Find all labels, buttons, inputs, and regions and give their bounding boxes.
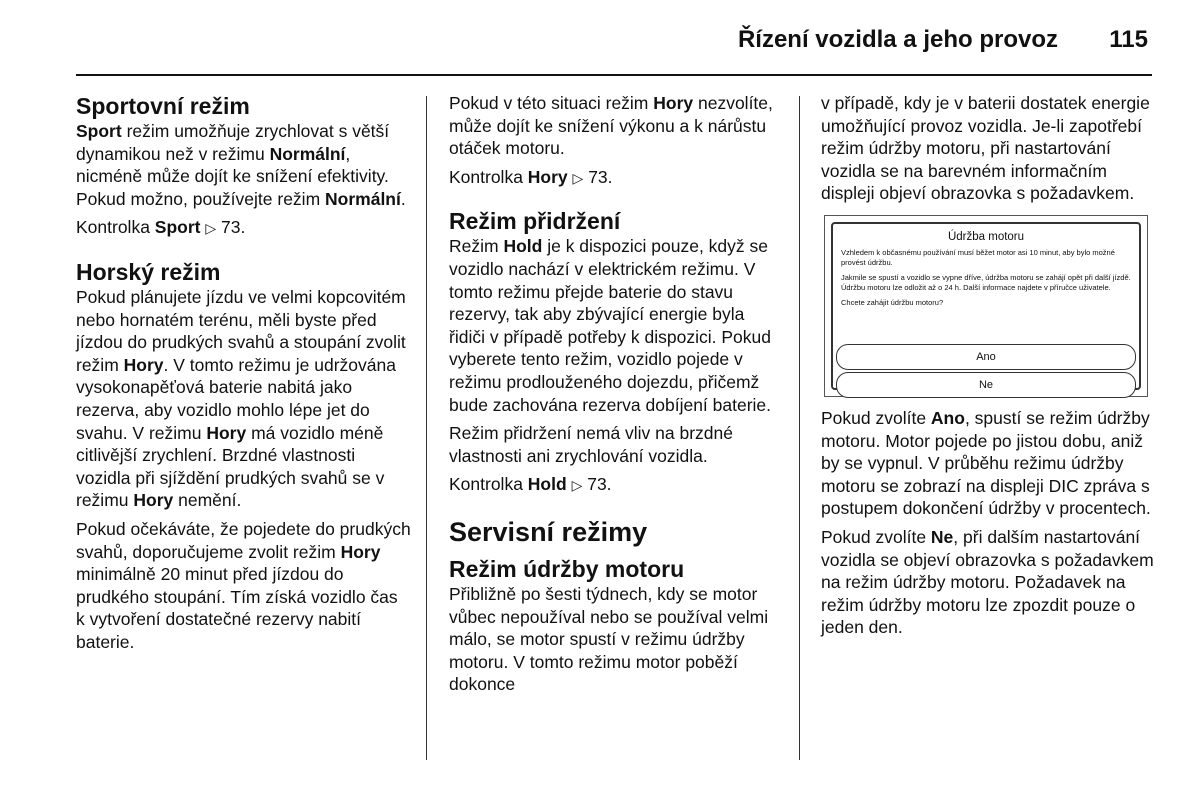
- display-no-button[interactable]: Ne: [836, 372, 1136, 398]
- bold-term: Normální: [325, 188, 401, 209]
- paragraph: v případě, kdy je v baterii dostatek energie umožňující provoz vozidla. Je-li zapotřebí režim údržby motoru, při nastartování vozidla se na barevném informačním displeji objeví obrazovka s požadavkem.: [821, 93, 1150, 204]
- display-question: Chcete zahájit údržbu motoru?: [841, 297, 944, 307]
- paragraph: [449, 235, 784, 416]
- text: Pokud plánujete jízdu ve velmi kopcovitém nebo hornatém terénu, měli byste před jízdou do prudkých svahů a stoupání zvolit režim: [76, 286, 406, 375]
- bold-term: Ano: [930, 407, 965, 428]
- page-reference[interactable]: 73.: [216, 217, 246, 238]
- paragraph: [76, 286, 411, 512]
- reference-arrow-icon: ▷: [205, 220, 217, 237]
- text: nezvolíte, může dojít ke snížení výkonu a k nárůstu otáček motoru.: [449, 93, 773, 159]
- text: nemění.: [173, 490, 242, 511]
- chapter-heading-servis: Servisní režimy: [449, 516, 648, 547]
- section-heading-hold: Režim přidržení: [449, 208, 621, 235]
- display-text: Vzhledem k občasnému používání musí běžet motor asi 10 minut, aby bylo možné provést údržbu.: [841, 247, 1115, 267]
- paragraph: [76, 120, 411, 210]
- text: má vozidlo méně citlivější zrychlení. Brzdné vlastnosti vozidla při sjíždění prudkých svahů se v režimu: [76, 422, 385, 511]
- text: Režim: [449, 236, 504, 257]
- bold-term: Hory: [340, 541, 381, 562]
- column-divider: [426, 96, 427, 760]
- bold-term: Ne: [930, 526, 954, 547]
- bold-term: Normální: [269, 143, 346, 164]
- paragraph: [821, 407, 1156, 520]
- paragraph: Přibližně po šesti týdnech, kdy se motor vůbec nepoužíval nebo se používal velmi málo, se motor spustí v režimu údržby motoru. V tomto režimu motor poběží dokonce: [449, 583, 769, 695]
- text: Pokud zvolíte: [821, 407, 931, 428]
- display-yes-button[interactable]: Ano: [836, 344, 1136, 370]
- display-screenshot: [824, 215, 1148, 397]
- bold-term: Hory: [206, 422, 247, 443]
- text: .: [400, 188, 406, 209]
- paragraph: [76, 518, 411, 654]
- reference-line: [449, 473, 784, 497]
- page-header-title: Řízení vozidla a jeho provoz: [737, 26, 1058, 53]
- text: , nicméně může dojít ke snížení efektivity. Pokud možno, používejte režim: [76, 143, 389, 209]
- column-2: [449, 92, 784, 702]
- text: . V tomto režimu je udržována vysokonapěťová baterie nabitá jako rezerva, aby vozidlo mohlo lépe jet do svahu. V režimu: [76, 354, 396, 443]
- page-number: 115: [1109, 26, 1148, 53]
- reference-line: [449, 166, 784, 190]
- text: minimálně 20 minut před jízdou do prudkého stoupání. Tím získá vozidlo čas k vytvoření dostatečné rezervy nabití baterie.: [76, 564, 398, 652]
- text: Kontrolka: [449, 474, 528, 495]
- column-1: [76, 92, 411, 659]
- display-frame: [831, 222, 1141, 390]
- bold-term: Hory: [653, 93, 694, 113]
- display-message: [841, 248, 1131, 308]
- bold-term: Hold: [503, 236, 543, 257]
- paragraph: [821, 526, 1156, 639]
- display-text: Jakmile se spustí a vozidlo se vypne dříve, údržba motoru se zahájí opět při další jízdě. Údržbu motoru lze odložit až o 24 h. Další informace najdete v příručce uživatele.: [841, 272, 1131, 292]
- section-heading-hory: Horský režim: [76, 258, 221, 285]
- column-divider: [799, 96, 800, 760]
- text: režim umožňuje zrychlovat s větší dynamikou než v režimu: [76, 121, 390, 164]
- bold-term: Hory: [527, 166, 568, 187]
- reference-arrow-icon: ▷: [572, 169, 584, 186]
- header-divider: [76, 74, 1152, 76]
- page-reference[interactable]: 73.: [583, 166, 613, 187]
- bold-term: Hold: [527, 474, 567, 495]
- section-heading-udrzba: Režim údržby motoru: [449, 555, 685, 582]
- page-reference[interactable]: 73.: [582, 474, 612, 495]
- text: Pokud v této situaci režim: [449, 93, 654, 113]
- bold-term: Hory: [133, 490, 174, 511]
- section-heading-sport: Sportovní režim: [76, 93, 250, 119]
- text: Pokud očekáváte, že pojedete do prudkých svahů, doporučujeme zvolit režim: [76, 518, 411, 562]
- column-3: [821, 92, 1156, 645]
- bold-term: Sport: [76, 121, 122, 141]
- text: je k dispozici pouze, když se vozidlo nachází v elektrickém režimu. V tomto režimu přejde baterie do stavu rezervy, tak aby zbývající energie byla řidiči v případě potřeby k dispozici. Pokud vyberete tento režim, vozidlo pojede v režimu prodlouženého dojezdu, přičemž bude zachována rezerva dobíjení baterie.: [449, 236, 772, 415]
- reference-line: [76, 216, 411, 240]
- text: Kontrolka: [76, 217, 155, 238]
- paragraph: Režim přidržení nemá vliv na brzdné vlastnosti ani zrychlování vozidla.: [449, 423, 734, 466]
- display-title: Údržba motoru: [947, 230, 1025, 243]
- text: Kontrolka: [449, 166, 528, 187]
- bold-term: Hory: [123, 354, 164, 375]
- reference-arrow-icon: ▷: [571, 477, 583, 494]
- bold-term: Sport: [154, 217, 201, 238]
- paragraph: [449, 92, 784, 160]
- text: , spustí se režim údržby motoru. Motor pojede po jistou dobu, aniž by se vypnul. V průběhu režimu údržby motoru se zobrazí na displeji DIC zpráva s postupem dokončení údržby v procentech.: [821, 407, 1151, 519]
- text: , při dalším nastartování vozidla se objeví obrazovka s požadavkem na režim údržby motoru. Požadavek na režim údržby motoru lze zpozdit pouze o jeden den.: [821, 526, 1154, 638]
- text: Pokud zvolíte: [821, 526, 931, 547]
